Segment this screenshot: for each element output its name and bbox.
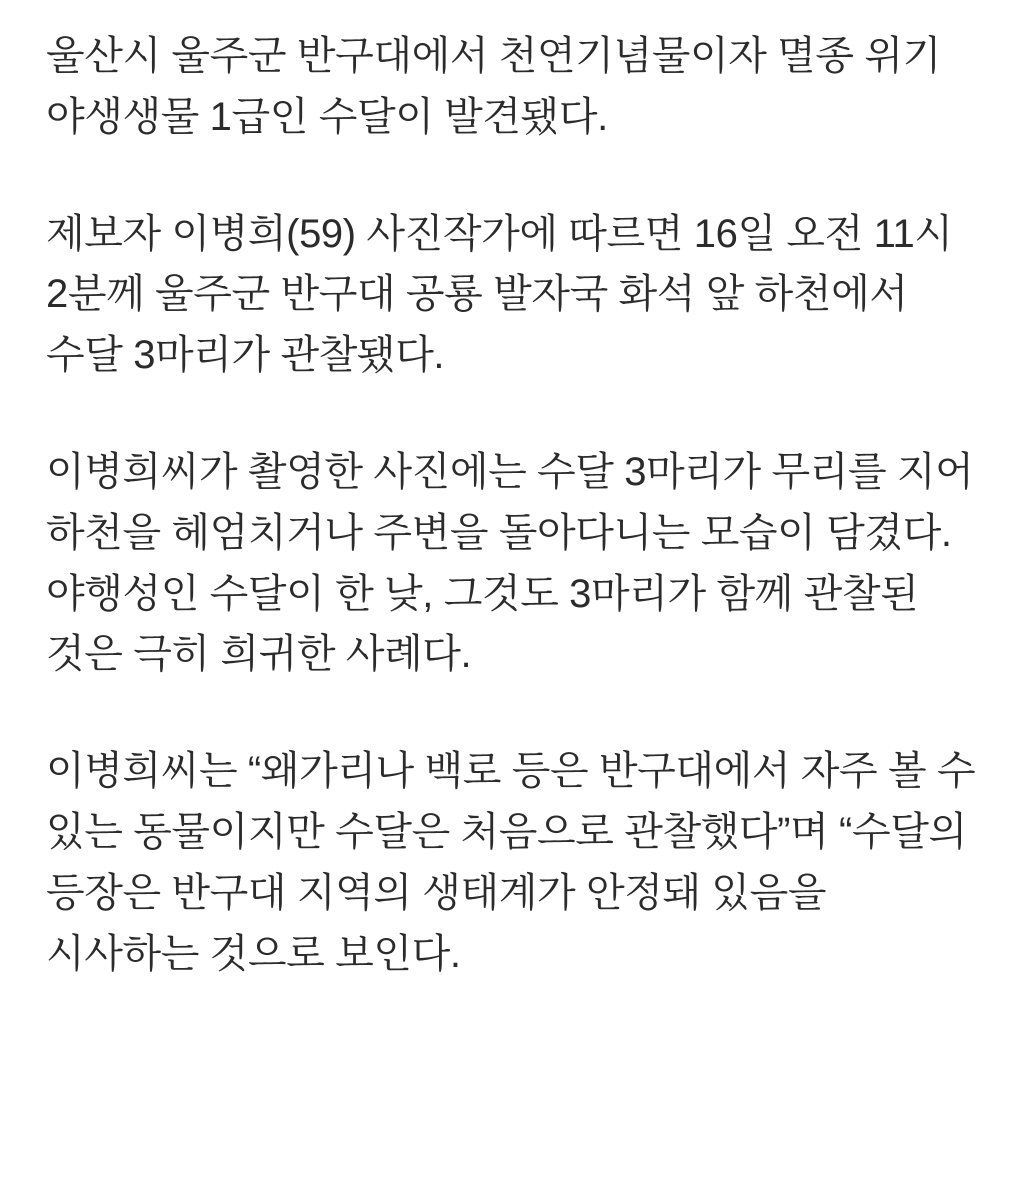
article-paragraph: 이병희씨는 “왜가리나 백로 등은 반구대에서 자주 볼 수 있는 동물이지만 수달은 처음으로 관찰했다”며 “수달의 등장은 반구대 지역의 생태계가 안정돼 있음을 시사하는 것으로 보인다.: [46, 749, 986, 976]
article-paragraph: 이병희씨가 촬영한 사진에는 수달 3마리가 무리를 지어 하천을 헤엄치거나 주변을 돌아다니는 모습이 담겼다. 야행성인 수달이 한 낮, 그것도 3마리가 함께 관찰된 것은 극히 희귀한 사례다.: [46, 449, 985, 677]
article-paragraph: 울산시 울주군 반구대에서 천연기념물이자 멸종 위기 야생생물 1급인 수달이 발견됐다.: [46, 34, 952, 139]
article-paragraph: 제보자 이병희(59) 사진작가에 따르면 16일 오전 11시 2분께 울주군 반구대 공룡 발자국 화석 앞 하천에서 수달 3마리가 관찰됐다.: [46, 211, 964, 378]
